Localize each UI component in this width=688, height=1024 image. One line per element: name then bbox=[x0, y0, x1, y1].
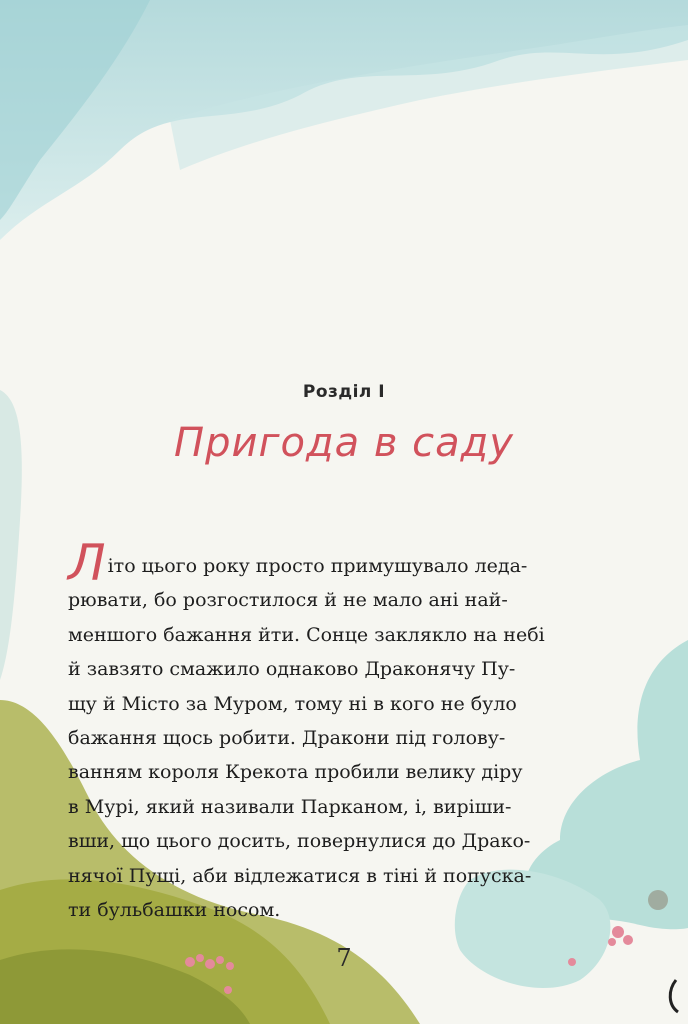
text-line bbox=[68, 534, 643, 592]
text-line: ти бульбашки носом. bbox=[68, 899, 281, 922]
text-line: нячої Пущі, аби відлежатися в тіні й попуска- bbox=[68, 864, 532, 887]
chapter-text bbox=[68, 534, 643, 927]
text-line: ванням короля Крекота пробили велику діру bbox=[68, 761, 523, 784]
text-line: бажання щось робити. Дракони під голову- bbox=[68, 727, 506, 750]
text-line: меншого бажання йти. Сонце заклякло на небі bbox=[68, 623, 545, 646]
chapter-title: Пригода в саду bbox=[174, 420, 514, 466]
text-line: рювати, бо розгостилося й не мало ані най- bbox=[68, 589, 508, 612]
right-stone bbox=[648, 890, 668, 910]
text-line: щу й Місто за Муром, тому ні в кого не було bbox=[68, 692, 517, 715]
text-line-content: іто цього року просто примушувало леда- bbox=[107, 555, 528, 577]
text-line: вши, що цього досить, повернулися до Драко- bbox=[68, 830, 531, 853]
page-number: 7 bbox=[336, 944, 352, 972]
text-line: в Мурі, який називали Парканом, і, виріши- bbox=[68, 795, 512, 818]
text-line: й завзято смажило однаково Драконячу Пу- bbox=[68, 658, 516, 681]
chapter-label: Розділ І bbox=[302, 382, 386, 402]
drop-cap: Л bbox=[68, 534, 106, 592]
